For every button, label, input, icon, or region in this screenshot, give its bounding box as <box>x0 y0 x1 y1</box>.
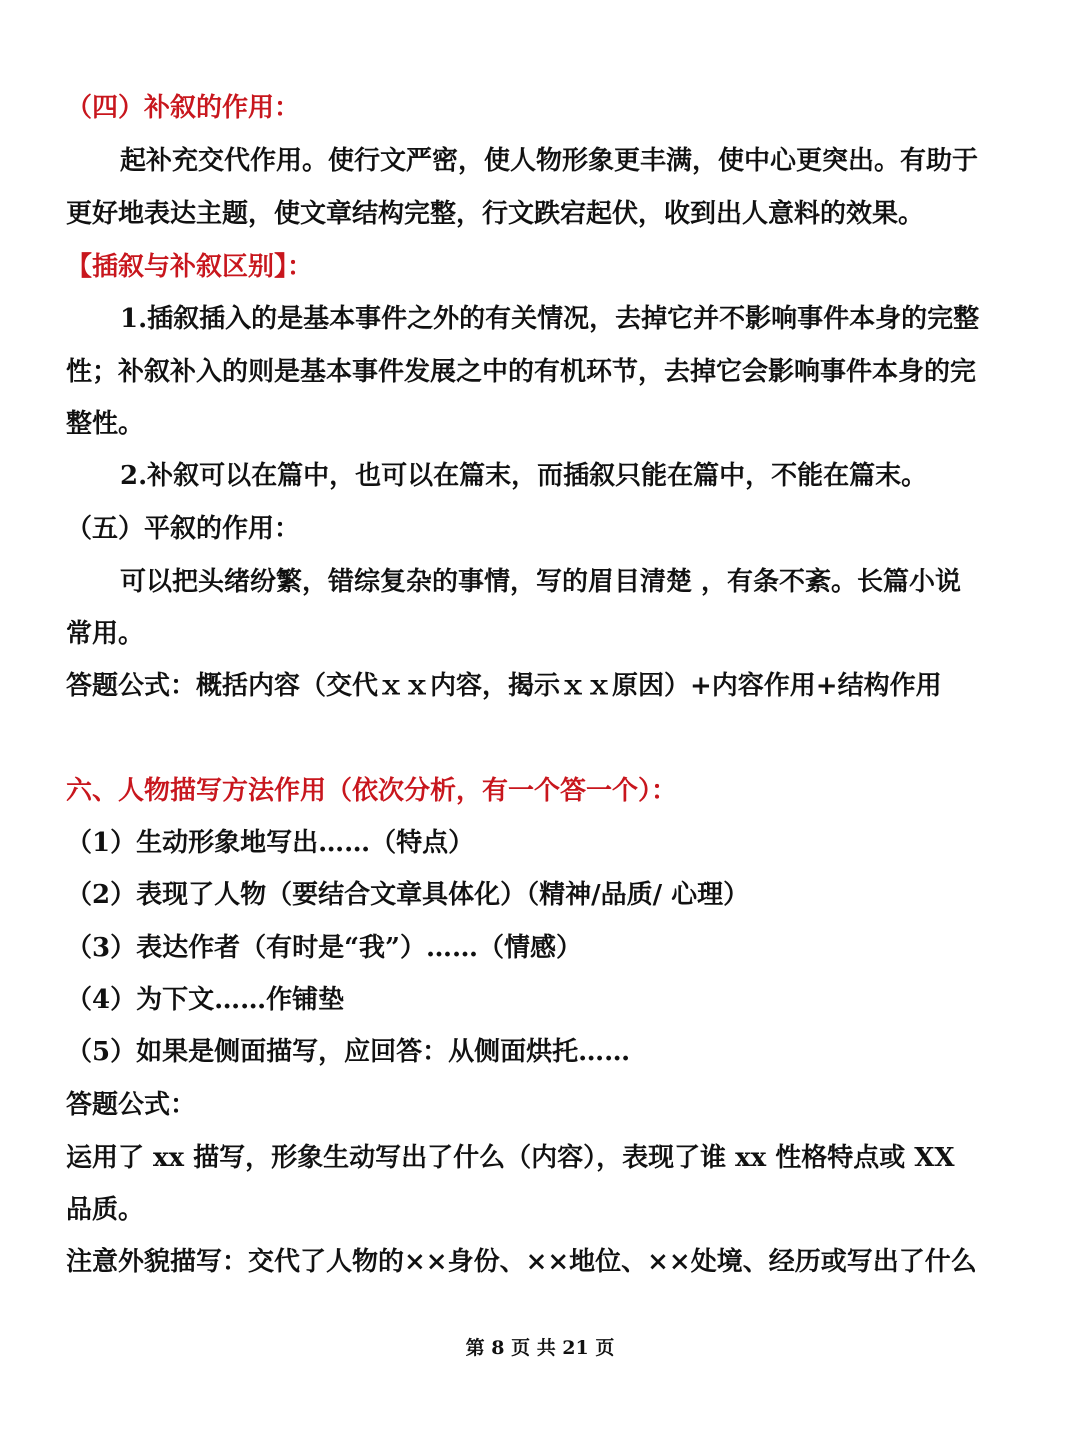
section5-para-line2: 常用。 <box>66 619 145 649</box>
difference-item1-line3: 整性。 <box>66 409 145 439</box>
section4-para-line2: 更好地表达主题，使文章结构完整，行文跌宕起伏，收到出人意料的效果。 <box>66 199 925 229</box>
section6-item-3: （3）表达作者（有时是“我”）……（情感） <box>66 933 583 963</box>
section6-heading: 六、人物描写方法作用（依次分析，有一个答一个）： <box>66 776 678 806</box>
section6-item-1: （1）生动形象地写出……（特点） <box>66 828 475 858</box>
section5-heading: （五）平叙的作用： <box>66 514 301 544</box>
page-number-footer: 第 8 页 共 21 页 <box>465 1337 615 1359</box>
section4-para-line1: 起补充交代作用。使行文严密，使人物形象更丰满，使中心更突出。有助于 <box>120 146 979 176</box>
difference-item1-line2: 性；补叙补入的则是基本事件发展之中的有机环节，去掉它会影响事件本身的完 <box>66 357 977 387</box>
section4-heading: （四）补叙的作用： <box>66 93 301 123</box>
section6-item-2: （2）表现了人物（要结合文章具体化）（精神/品质/ 心理） <box>66 880 750 910</box>
section6-item-5: （5）如果是侧面描写，应回答：从侧面烘托…… <box>66 1037 631 1067</box>
section6-appearance-note: 注意外貌描写：交代了人物的××身份、××地位、××处境、经历或写出了什么 <box>66 1247 977 1277</box>
difference-heading: 【插叙与补叙区别】： <box>66 252 314 282</box>
section5-para-line1: 可以把头绪纷繁，错综复杂的事情，写的眉目清楚 ，有条不紊。长篇小说 <box>120 567 962 597</box>
section5-formula: 答题公式：概括内容（交代ｘｘ内容，揭示ｘｘ原因）+内容作用+结构作用 <box>66 671 942 701</box>
difference-item2: 2.补叙可以在篇中，也可以在篇末，而插叙只能在篇中，不能在篇末。 <box>120 461 928 491</box>
difference-item1-line1: 1.插叙插入的是基本事件之外的有关情况，去掉它并不影响事件本身的完整 <box>120 304 980 334</box>
section6-item-4: （4）为下文……作铺垫 <box>66 985 345 1015</box>
section6-formula-line1: 运用了 xx 描写，形象生动写出了什么（内容），表现了谁 xx 性格特点或 XX <box>66 1143 955 1173</box>
section6-formula-label: 答题公式： <box>66 1090 197 1120</box>
section6-formula-line2: 品质。 <box>66 1195 145 1225</box>
